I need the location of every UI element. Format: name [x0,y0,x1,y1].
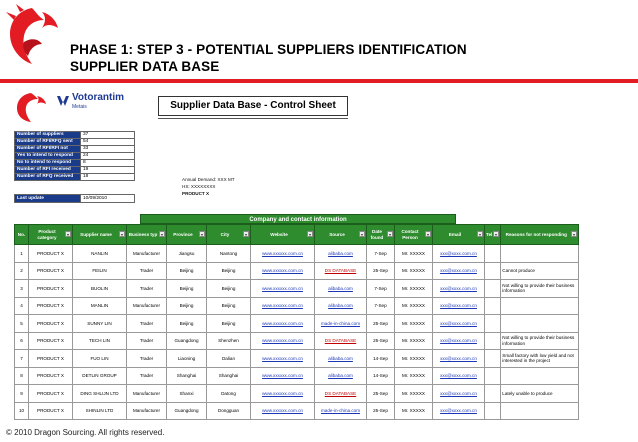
cell-contact[interactable]: Mr. XXXXX [395,385,433,403]
last-update-label: Last update [15,195,81,203]
column-header-label: No. [17,231,26,237]
last-update-table [14,194,135,203]
hs-code: HS: XXXXXXXX [182,184,216,189]
brand-name: Votorantim [72,92,125,103]
cell-business[interactable]: Trader [127,350,167,368]
company-info-header: Company and contact information [140,214,456,224]
column-header-label: Contact Person [401,229,419,240]
cell-province[interactable]: Guangdong [167,402,207,420]
cell-supplier[interactable]: FUO LIN [73,350,127,368]
cell-business[interactable]: Trader [127,332,167,350]
stat-label: Number of RFI/RFQ sent [15,139,81,146]
cell-no[interactable]: 2 [15,262,29,280]
cell-supplier[interactable]: DETLIN GROUP [73,367,127,385]
slide-title [70,41,467,75]
cell-date[interactable]: 7-Sep [367,297,395,315]
stat-value[interactable]: 54 [81,139,135,146]
cell-city[interactable]: Shanghai [207,367,251,385]
filter-dropdown-icon[interactable] [119,231,125,237]
cell-city[interactable]: Beijing [207,262,251,280]
cell-no[interactable]: 3 [15,280,29,298]
filter-dropdown-icon[interactable] [493,231,499,237]
filter-dropdown-icon[interactable] [307,231,313,237]
stat-label: Number of suppliers [15,132,81,139]
cell-product[interactable]: PRODUCT X [29,385,73,403]
cell-province[interactable]: Shanxi [167,385,207,403]
cell-source[interactable]: DS DATABASE [315,332,367,350]
cell-product[interactable]: PRODUCT X [29,280,73,298]
brand-subtitle: Metais [72,104,87,110]
cell-email[interactable]: xxx@xxxx.com.cn [433,315,485,333]
cell-email[interactable]: xxx@xxxx.com.cn [433,367,485,385]
slide-title-line2: SUPPLIER DATA BASE [70,59,220,74]
cell-email[interactable]: xxx@xxxx.com.cn [433,350,485,368]
cell-email[interactable]: xxx@xxxx.com.cn [433,280,485,298]
cell-email[interactable]: xxx@xxxx.com.cn [433,262,485,280]
cell-reason[interactable] [501,297,579,315]
sheet-title-underline [158,118,348,119]
column-header[interactable] [485,225,501,245]
column-header-label: Supplier name [80,231,112,237]
cell-website[interactable]: www.xxxxxx.com.cn [251,262,315,280]
stat-label: No to intend to respond [15,160,81,167]
cell-reason[interactable]: Small factory with low yield and not interested in the project [501,350,579,368]
cell-tel[interactable] [485,245,501,263]
column-header-label: Website [270,231,288,237]
cell-city[interactable]: Beijing [207,315,251,333]
cell-business[interactable]: Trader [127,262,167,280]
cell-reason[interactable] [501,367,579,385]
stat-label: Number of RFQ received [15,174,81,181]
cell-source[interactable]: made-in-china.com [315,315,367,333]
table-row [15,332,579,350]
stat-value[interactable]: 33 [81,146,135,153]
table-row [15,350,579,368]
column-header[interactable] [251,225,315,245]
stat-label: Number of RFI received [15,167,81,174]
column-header[interactable] [367,225,395,245]
column-header-label: Reasons for not responding [505,231,567,237]
column-header[interactable] [29,225,73,245]
cell-website[interactable]: www.xxxxxx.com.cn [251,280,315,298]
cell-contact[interactable]: Mr. XXXXX [395,262,433,280]
supplier-table [14,224,579,420]
filter-dropdown-icon[interactable] [243,231,249,237]
product-name: PRODUCT X [182,191,210,196]
sheet-title: Supplier Data Base - Control Sheet [158,96,348,116]
stats-row [15,174,135,181]
cell-city[interactable]: Nantong [207,245,251,263]
cell-product[interactable]: PRODUCT X [29,332,73,350]
cell-date[interactable]: 25-Sep [367,315,395,333]
cell-source[interactable]: alibaba.com [315,280,367,298]
cell-no[interactable]: 8 [15,367,29,385]
cell-reason[interactable] [501,315,579,333]
cell-business[interactable]: Manufacturer [127,402,167,420]
column-header-label: City [220,231,230,237]
annual-demand: Annual Demand: XXX MT [182,177,235,182]
filter-dropdown-icon[interactable] [425,231,431,237]
stat-label: Number of RFI/RFI not [15,146,81,153]
cell-supplier[interactable]: NANLIN [73,245,127,263]
cell-tel[interactable] [485,402,501,420]
table-row [15,385,579,403]
cell-city[interactable]: Dongguan [207,402,251,420]
cell-product[interactable]: PRODUCT X [29,367,73,385]
cell-tel[interactable] [485,350,501,368]
cell-province[interactable]: Jiangsu [167,245,207,263]
cell-email[interactable]: xxx@xxxx.com.cn [433,332,485,350]
cell-website[interactable]: www.xxxxxx.com.cn [251,245,315,263]
stats-row [15,146,135,153]
cell-city[interactable]: Datong [207,385,251,403]
cell-source[interactable]: alibaba.com [315,245,367,263]
cell-tel[interactable] [485,297,501,315]
header-divider [0,79,638,83]
cell-date[interactable]: 25-Sep [367,262,395,280]
cell-source[interactable]: alibaba.com [315,367,367,385]
cell-province[interactable]: Beijing [167,315,207,333]
cell-website[interactable]: www.xxxxxx.com.cn [251,297,315,315]
table-row [15,245,579,263]
cell-contact[interactable]: Mr. XXXXX [395,350,433,368]
cell-city[interactable]: Beijing [207,297,251,315]
cell-business[interactable]: Trader [127,315,167,333]
product-meta [182,176,235,197]
cell-tel[interactable] [485,332,501,350]
cell-website[interactable]: www.xxxxxx.com.cn [251,332,315,350]
cell-contact[interactable]: Mr. XXXXX [395,367,433,385]
column-header[interactable] [167,225,207,245]
cell-website[interactable]: www.xxxxxx.com.cn [251,385,315,403]
cell-website[interactable]: www.xxxxxx.com.cn [251,315,315,333]
stats-table [14,131,135,181]
cell-reason[interactable]: Not willing to provide their business information [501,332,579,350]
cell-product[interactable]: PRODUCT X [29,315,73,333]
cell-business[interactable]: Manufacturer [127,245,167,263]
cell-date[interactable]: 25-Sep [367,385,395,403]
cell-date[interactable]: 14-Sep [367,367,395,385]
stats-row [15,160,135,167]
cell-contact[interactable]: Mr. XXXXX [395,332,433,350]
cell-province[interactable]: Beijing [167,262,207,280]
stats-row [15,167,135,174]
dragon-logo-icon [2,2,62,72]
last-update-value[interactable]: 10/09/2010 [81,195,135,203]
column-header-label: Province [173,231,193,237]
cell-source[interactable]: DS DATABASE [315,385,367,403]
cell-no[interactable]: 9 [15,385,29,403]
filter-dropdown-icon[interactable] [387,231,393,237]
cell-source[interactable]: made-in-china.com [315,402,367,420]
cell-no[interactable]: 4 [15,297,29,315]
dragon-small-icon [12,90,50,124]
column-header[interactable] [315,225,367,245]
table-row [15,402,579,420]
column-header-label: Business typ [128,231,158,237]
cell-reason[interactable]: Cannot produce [501,262,579,280]
cell-reason[interactable]: Not willing to provide their business information [501,280,579,298]
stats-row [15,139,135,146]
cell-contact[interactable]: Mr. XXXXX [395,245,433,263]
cell-email[interactable]: xxx@xxxx.com.cn [433,245,485,263]
cell-supplier[interactable]: DING SHLIJN LTD [73,385,127,403]
table-row [15,262,579,280]
cell-source[interactable]: DS DATABASE [315,262,367,280]
cell-reason[interactable] [501,245,579,263]
stat-value[interactable]: 18 [81,174,135,181]
stat-value[interactable]: 24 [81,153,135,160]
cell-province[interactable]: Beijing [167,280,207,298]
column-header-label: Source [329,231,345,237]
stat-value[interactable]: 37 [81,132,135,139]
cell-product[interactable]: PRODUCT X [29,262,73,280]
filter-dropdown-icon[interactable] [477,231,483,237]
column-header-label: Date found [370,229,384,240]
column-header[interactable] [73,225,127,245]
column-header[interactable] [15,225,29,245]
cell-product[interactable]: PRODUCT X [29,245,73,263]
cell-tel[interactable] [485,367,501,385]
cell-no[interactable]: 5 [15,315,29,333]
cell-email[interactable]: xxx@xxxx.com.cn [433,385,485,403]
cell-province[interactable]: Shanghai [167,367,207,385]
filter-dropdown-icon[interactable] [199,231,205,237]
table-row [15,315,579,333]
cell-no[interactable]: 6 [15,332,29,350]
cell-source[interactable]: alibaba.com [315,297,367,315]
cell-supplier[interactable]: MANLIN [73,297,127,315]
cell-reason[interactable]: Lately unable to produce [501,385,579,403]
cell-date[interactable]: 7-Sep [367,280,395,298]
cell-business[interactable]: Trader [127,280,167,298]
cell-source[interactable]: alibaba.com [315,350,367,368]
cell-province[interactable]: Liaoning [167,350,207,368]
stat-value[interactable]: 8 [81,160,135,167]
cell-tel[interactable] [485,280,501,298]
cell-date[interactable]: 14-Sep [367,350,395,368]
column-header-label: Email [448,231,462,237]
cell-website[interactable]: www.xxxxxx.com.cn [251,402,315,420]
stats-row [15,153,135,160]
cell-email[interactable]: xxx@xxxx.com.cn [433,402,485,420]
column-header[interactable] [127,225,167,245]
cell-city[interactable]: Shenzhen [207,332,251,350]
cell-contact[interactable]: Mr. XXXXX [395,315,433,333]
cell-contact[interactable]: Mr. XXXXX [395,402,433,420]
column-header[interactable] [501,225,579,245]
cell-date[interactable]: 25-Sep [367,402,395,420]
stats-row [15,132,135,139]
cell-supplier[interactable]: SHINLIN LTD [73,402,127,420]
cell-supplier[interactable]: BUOLIN [73,280,127,298]
filter-dropdown-icon[interactable] [571,231,577,237]
cell-no[interactable]: 1 [15,245,29,263]
cell-no[interactable]: 10 [15,402,29,420]
cell-date[interactable]: 7-Sep [367,245,395,263]
cell-contact[interactable]: Mr. XXXXX [395,297,433,315]
column-header[interactable] [433,225,485,245]
column-header[interactable] [207,225,251,245]
stat-label: Yes to intend to respond [15,153,81,160]
filter-dropdown-icon[interactable] [159,231,165,237]
votorantim-logo-icon [56,94,70,108]
cell-website[interactable]: www.xxxxxx.com.cn [251,350,315,368]
cell-province[interactable]: Beijing [167,297,207,315]
cell-business[interactable]: Manufacturer [127,385,167,403]
cell-tel[interactable] [485,315,501,333]
cell-product[interactable]: PRODUCT X [29,297,73,315]
cell-contact[interactable]: Mr. XXXXX [395,280,433,298]
column-header-label: Tel [486,231,493,237]
cell-city[interactable]: Beijing [207,280,251,298]
cell-city[interactable]: Dalian [207,350,251,368]
cell-supplier[interactable]: TECH LIN [73,332,127,350]
copyright-footer: © 2010 Dragon Sourcing. All rights reserved. [6,428,165,437]
cell-no[interactable]: 7 [15,350,29,368]
table-row [15,297,579,315]
cell-province[interactable]: Guangdong [167,332,207,350]
filter-dropdown-icon[interactable] [65,231,71,237]
filter-dropdown-icon[interactable] [359,231,365,237]
cell-website[interactable]: www.xxxxxx.com.cn [251,367,315,385]
column-header[interactable] [395,225,433,245]
cell-product[interactable]: PRODUCT X [29,350,73,368]
cell-business[interactable]: Manufacturer [127,297,167,315]
table-row [15,280,579,298]
slide-title-line1: PHASE 1: STEP 3 - POTENTIAL SUPPLIERS IDENTIFICATION [70,42,467,57]
cell-supplier[interactable]: FEILIN [73,262,127,280]
cell-email[interactable]: xxx@xxxx.com.cn [433,297,485,315]
stat-value[interactable]: 19 [81,167,135,174]
cell-product[interactable]: PRODUCT X [29,402,73,420]
cell-business[interactable]: Trader [127,367,167,385]
column-header-label: Product category [37,229,57,240]
cell-date[interactable]: 25-Sep [367,332,395,350]
supplier-control-sheet [10,86,610,424]
table-row [15,367,579,385]
cell-tel[interactable] [485,385,501,403]
cell-reason[interactable] [501,402,579,420]
cell-tel[interactable] [485,262,501,280]
cell-supplier[interactable]: SUNNY LIN [73,315,127,333]
